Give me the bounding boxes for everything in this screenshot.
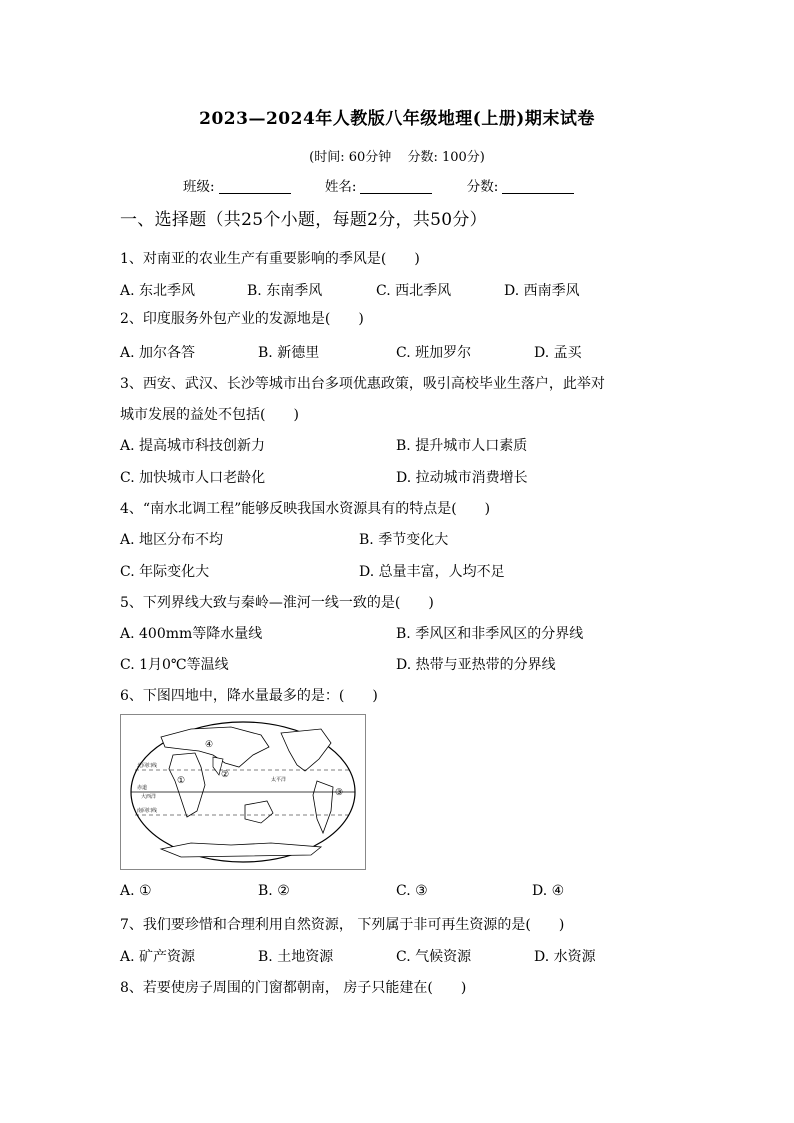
pacific-label: 太平洋 bbox=[271, 777, 287, 783]
exam-title: 2023—2024年人教版八年级地理(上册)期末试卷 bbox=[199, 109, 595, 129]
question-8-stem: 8、若要使房子周围的门窗都朝南， 房子只能建在( ) bbox=[120, 980, 467, 996]
option-b[interactable]: B. 土地资源 bbox=[258, 949, 334, 965]
option-c[interactable]: C. 1月0℃等温线 bbox=[120, 657, 229, 673]
option-a[interactable]: A. 东北季风 bbox=[120, 283, 196, 299]
world-map-svg bbox=[121, 715, 365, 869]
option-b[interactable]: B. 季节变化大 bbox=[359, 532, 449, 548]
option-d[interactable]: D. 拉动城市消费增长 bbox=[396, 470, 528, 486]
marker-3: ③ bbox=[335, 788, 344, 798]
option-b[interactable]: B. 新德里 bbox=[258, 345, 320, 361]
option-b[interactable]: B. 提升城市人口素质 bbox=[396, 438, 528, 454]
exam-time: (时间: 60分钟 bbox=[309, 150, 392, 165]
option-d[interactable]: D. 热带与亚热带的分界线 bbox=[396, 657, 556, 673]
question-7-stem: 7、我们要珍惜和合理利用自然资源， 下列属于非可再生资源的是( ) bbox=[120, 917, 565, 933]
option-a[interactable]: A. 提高城市科技创新力 bbox=[120, 438, 266, 454]
option-d[interactable]: D. 西南季风 bbox=[504, 283, 580, 299]
tropic-capricorn-label: 南回归线 bbox=[137, 808, 158, 814]
antarctica-landmass bbox=[161, 843, 321, 857]
name-field bbox=[325, 175, 433, 195]
option-c[interactable]: C. 年际变化大 bbox=[120, 564, 210, 580]
section-title: 一、选择题（共25个小题，每题2分，共50分） bbox=[120, 210, 487, 230]
marker-1: ① bbox=[177, 776, 186, 786]
marker-2: ② bbox=[221, 770, 230, 780]
question-6-stem: 6、下图四地中，降水量最多的是：( ) bbox=[120, 688, 378, 704]
score-field bbox=[467, 175, 575, 195]
option-c[interactable]: C. 班加罗尔 bbox=[396, 345, 472, 361]
option-d[interactable]: D. ④ bbox=[532, 883, 565, 899]
option-c[interactable]: C. 西北季风 bbox=[376, 283, 452, 299]
option-a[interactable]: A. 400mm等降水量线 bbox=[120, 626, 263, 642]
option-d[interactable]: D. 孟买 bbox=[534, 345, 582, 361]
equator-label: 赤道 bbox=[137, 785, 148, 791]
class-field bbox=[183, 175, 291, 195]
question-5-stem: 5、下列界线大致与秦岭—淮河一线一致的是( ) bbox=[120, 595, 434, 611]
class-blank[interactable] bbox=[219, 179, 291, 194]
option-a[interactable]: A. 加尔各答 bbox=[120, 345, 196, 361]
atlantic-label: 大西洋 bbox=[141, 794, 157, 800]
student-info-row bbox=[183, 175, 604, 195]
marker-4: ④ bbox=[205, 740, 214, 750]
option-c[interactable]: C. ③ bbox=[396, 883, 428, 899]
option-b[interactable]: B. 季风区和非季风区的分界线 bbox=[396, 626, 584, 642]
exam-subtitle bbox=[0, 146, 794, 165]
question-3-stem: 3、西安、武汉、长沙等城市出台多项优惠政策，吸引高校毕业生落户，此举对 bbox=[120, 376, 605, 392]
question-4-stem: 4、“南水北调工程”能够反映我国水资源具有的特点是( ) bbox=[120, 501, 491, 517]
option-c[interactable]: C. 加快城市人口老龄化 bbox=[120, 470, 266, 486]
score-label: 分数: bbox=[466, 179, 499, 195]
option-b[interactable]: B. 东南季风 bbox=[247, 283, 323, 299]
option-a[interactable]: A. 地区分布不均 bbox=[120, 532, 224, 548]
tropic-cancer-label: 北回归线 bbox=[137, 763, 158, 769]
question-2-stem: 2、印度服务外包产业的发源地是( ) bbox=[120, 311, 364, 327]
option-b[interactable]: B. ② bbox=[258, 883, 290, 899]
class-label: 班级: bbox=[183, 179, 215, 195]
option-d[interactable]: D. 水资源 bbox=[534, 949, 596, 965]
question-3-stem-line2: 城市发展的益处不包括( ) bbox=[120, 407, 299, 423]
exam-score: 分数: 100分) bbox=[407, 150, 485, 165]
option-c[interactable]: C. 气候资源 bbox=[396, 949, 472, 965]
option-a[interactable]: A. ① bbox=[120, 883, 152, 899]
name-blank[interactable] bbox=[360, 179, 432, 194]
question-1-stem: 1、对南亚的农业生产有重要影响的季风是( ) bbox=[120, 251, 420, 267]
option-a[interactable]: A. 矿产资源 bbox=[120, 949, 196, 965]
score-blank[interactable] bbox=[502, 179, 574, 194]
option-d[interactable]: D. 总量丰富，人均不足 bbox=[359, 564, 505, 580]
name-label: 姓名: bbox=[324, 179, 357, 195]
world-map-figure bbox=[120, 714, 366, 870]
